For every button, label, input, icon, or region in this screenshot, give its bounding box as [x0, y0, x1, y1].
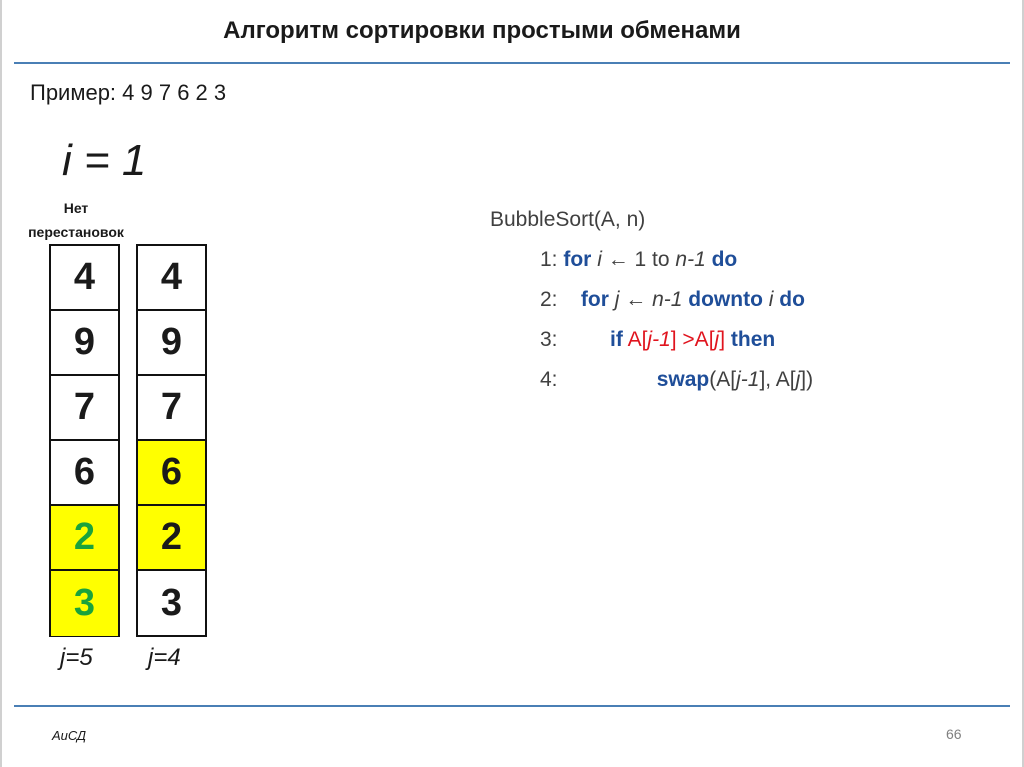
- j-label-col2: j=4: [148, 644, 181, 671]
- pseudocode-line-4: 4: swap(A[j-1], A[j]): [540, 368, 814, 391]
- array-cell: 9: [138, 311, 205, 376]
- j-label-col1: j=5: [60, 644, 93, 671]
- no-swaps-line2: перестановок: [28, 224, 124, 240]
- pseudocode-line-3: 3: if A[j-1] >A[j] then: [540, 328, 776, 351]
- array-cell-highlighted: 2: [51, 506, 118, 571]
- pseudocode-line-2: 2: for j ← n-1 downto i do: [540, 288, 805, 311]
- no-swaps-note: [14, 196, 138, 244]
- array-cell: 7: [51, 376, 118, 441]
- array-column-j5: [49, 244, 120, 637]
- footer-divider: [14, 705, 1010, 707]
- footer-label: АиСД: [52, 728, 87, 743]
- array-cell-highlighted: 2: [138, 506, 205, 571]
- left-edge: [0, 0, 2, 767]
- pseudocode-header: BubbleSort(A, n): [490, 208, 646, 231]
- no-swaps-line1: Нет: [63, 200, 89, 216]
- array-cell: 4: [138, 246, 205, 311]
- array-cell: 9: [51, 311, 118, 376]
- i-value-label: i = 1: [62, 136, 147, 185]
- array-cell: 3: [160, 582, 183, 624]
- example-text: Пример: 4 9 7 6 2 3: [30, 80, 227, 105]
- array-cell-highlighted: 6: [138, 441, 205, 506]
- array-cell: 6: [51, 441, 118, 506]
- swap-condition: A[j-1] >A[j]: [627, 328, 726, 351]
- array-cell: 4: [51, 246, 118, 311]
- page-number: 66: [946, 726, 962, 742]
- slide-title: Алгоритм сортировки простыми обменами: [223, 17, 741, 44]
- array-column-j4: [136, 244, 207, 637]
- array-cell-highlighted: 3: [51, 571, 118, 636]
- title-divider: [14, 62, 1010, 64]
- pseudocode-line-1: 1: for i ← 1 to n-1 do: [540, 248, 738, 271]
- array-cell: 7: [138, 376, 205, 441]
